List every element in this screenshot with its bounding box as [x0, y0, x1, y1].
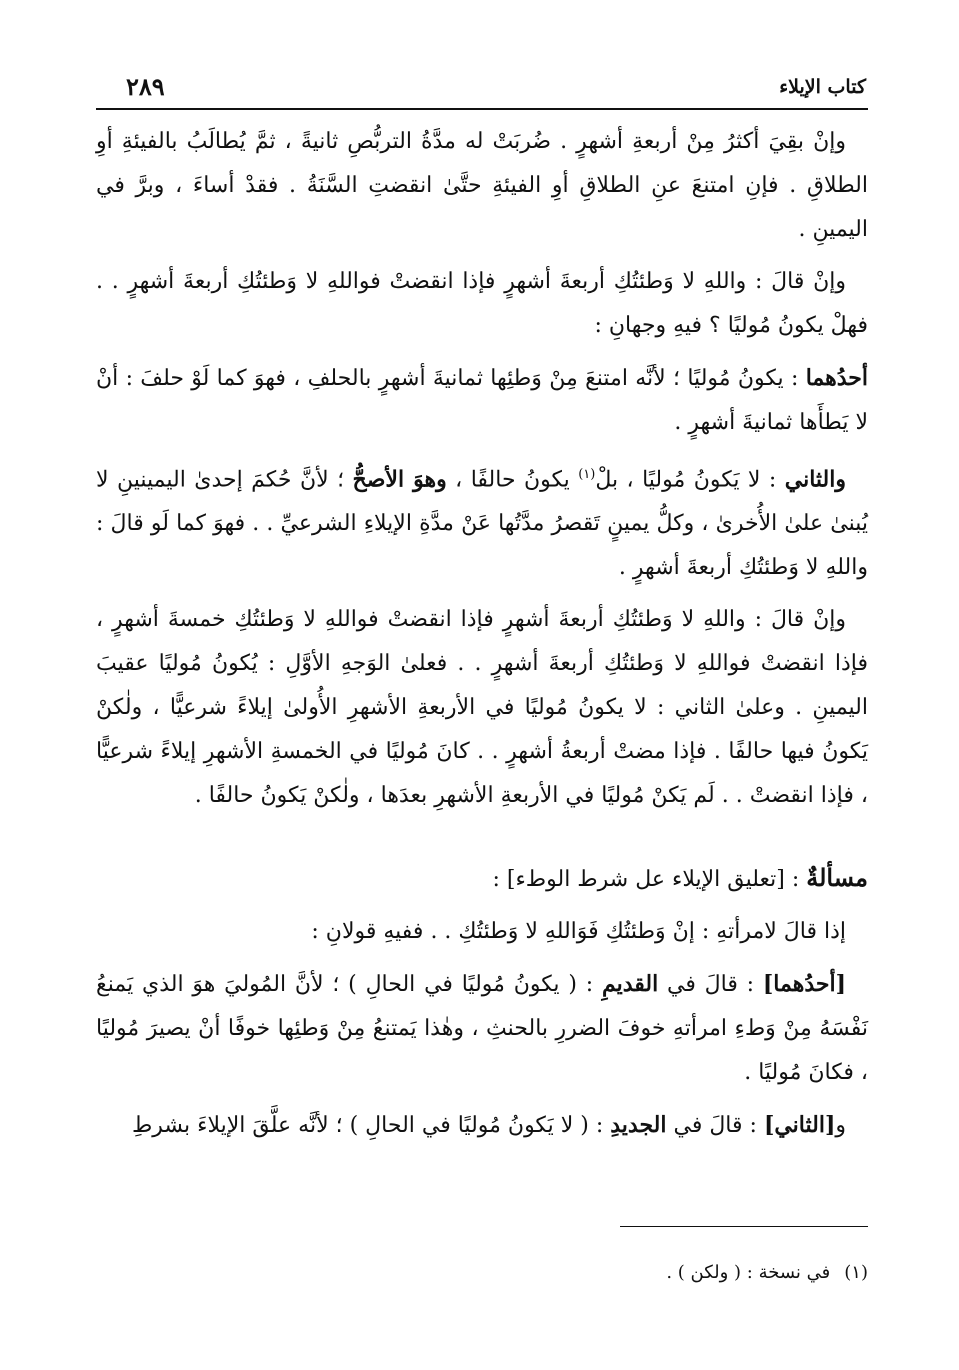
- paragraph-9: [96, 1103, 868, 1148]
- paragraph-1: وإنْ بقِيَ أكثرُ مِنْ أربعةِ أشهرٍ . ضُربَتْ له مدَّةُ التربُّصِ ثانيةً ، ثمَّ يُطالَبُ بالفيئةِ أوِ الطلاقِ . فإنِ امتنعَ عنِ الطلاقِ أوِ الفيئةِ حتَّىٰ انقضتِ السَّنَةُ . فقدْ أساءَ ، وبرَّ في اليمينِ .: [96, 129, 868, 242]
- second-view-label: [الثاني]: [763, 1112, 836, 1139]
- paragraph-7: إذا قالَ لامرأتهِ : إنْ وَطئتُكِ فَوَاللهِ لا وَطئتُكِ . . ففيهِ قولانِ :: [311, 919, 846, 945]
- paragraph-9-text-a: : قالَ في: [666, 1113, 764, 1139]
- paragraph-2: وإنْ قالَ : واللهِ لا وَطئتُكِ أربعةَ أشهرٍ فإذا انقضتْ فواللهِ لا وَطئتُكِ أربعةَ أشهرٍ . . فهلْ يكونُ مُوليًا ؟ فيهِ وجهانِ :: [96, 269, 868, 338]
- new-school-term: الجديدِ: [610, 1112, 667, 1139]
- paragraph-4: [96, 453, 868, 590]
- paragraph-4-text-a: : لا يَكونُ مُوليًا ، بلْ: [595, 467, 785, 493]
- preferred-opinion: وهوَ الأصحُّ: [352, 466, 447, 493]
- section-spacer: [96, 818, 868, 856]
- page-number: ٢٨٩: [126, 72, 165, 101]
- paragraph-9-prefix: و: [835, 1113, 846, 1139]
- second-opinion-label: والثاني: [784, 466, 846, 493]
- footnote-rule: [620, 1226, 868, 1227]
- page-body: [96, 120, 868, 1148]
- paragraph-4-text-b: يكونُ حالفًا ،: [446, 467, 579, 493]
- issue-title: : [تعليق الإيلاء عل شرط الوطء] :: [492, 867, 807, 893]
- paragraph-8: [96, 962, 868, 1095]
- old-school-term: القديمِ: [601, 971, 659, 998]
- paragraph-4-text-c: ؛ لأنَّ حُكمَ إحدىٰ اليمينينِ لا يُبنىٰ علىٰ الأُخرىٰ ، وكلُّ يمينٍ تَقصرُ مدَّتُها عَنْ مدَّةِ الإيلاءِ الشرعيِّ . . فهوَ كما لَو قالَ : واللهِ لا وَطئتُكِ أربعةَ أشهرٍ .: [96, 467, 868, 581]
- paragraph-8-text-b: : ( يكونُ مُوليًا في الحالِ ) ؛ لأنَّ المُوليَ هوَ الذي يَمنعُ نَفْسَهُ مِنْ وَطءِ امرأتهِ خوفَ الضررِ بالحنثِ ، وهٰذا يَمتنعُ مِنْ وَطئِها خوفًا أنْ يصيرَ مُوليًا ، فكانَ مُوليًا .: [96, 972, 868, 1086]
- footnote-number: (١): [844, 1262, 868, 1283]
- footnote: [666, 1262, 868, 1283]
- footnote-text: في نسخة : ( ولكن ) .: [666, 1262, 831, 1283]
- issue-heading: [96, 856, 868, 902]
- issue-label: مسألةٌ: [806, 863, 868, 893]
- first-opinion-label: أحدُهما: [805, 365, 868, 391]
- header-rule: [96, 108, 868, 110]
- footnote-marker: (١): [578, 467, 596, 482]
- paragraph-3-text: : يكونُ مُوليًا ؛ لأنَّه امتنعَ مِنْ وَطئِها ثمانيةَ أشهرٍ بالحلفِ ، فهوَ كما لَوْ حلفَ : أنْ لا يَطأَها ثمانيةَ أشهرٍ .: [96, 366, 868, 435]
- paragraph-9-text-b: : ( لا يَكونُ مُوليًا في الحالِ ) ؛ لأنَّه علَّقَ الإيلاءَ بشرطِ: [131, 1113, 611, 1139]
- page-header: [96, 72, 866, 102]
- paragraph-8-text-a: : قالَ في: [658, 972, 763, 998]
- paragraph-5: وإنْ قالَ : واللهِ لا وَطئتُكِ أربعةَ أشهرٍ فإذا انقضتْ فواللهِ لا وَطئتُكِ خمسةَ أشهرٍ ، فإذا انقضتْ فواللهِ لا وَطئتُكِ أربعةَ أشهرٍ . . فعلىٰ الوَجهِ الأوَّلِ : يُكونُ مُوليًا عقيبَ اليمينِ . وعلىٰ الثاني : لا يكونُ مُوليًا في الأربعةِ الأشهرِ الأُولىٰ إيلاءً شرعيًّا ، ولٰكنْ يَكونُ فيها حالفًا . فإذا مضتْ أربعةُ أشهرٍ . . كانَ مُوليًا في الخمسةِ الأشهرِ إيلاءً شرعيًّا ، فإذا انقضتْ . . لَم يَكنْ مُوليًا في الأربعةِ الأشهرِ بعدَها ، ولٰكنْ يَكونُ حالفًا .: [96, 607, 868, 809]
- running-title: كتاب الإيلاء: [779, 76, 866, 98]
- paragraph-3: [96, 356, 868, 445]
- first-view-label: [أحدُهما]: [762, 971, 846, 998]
